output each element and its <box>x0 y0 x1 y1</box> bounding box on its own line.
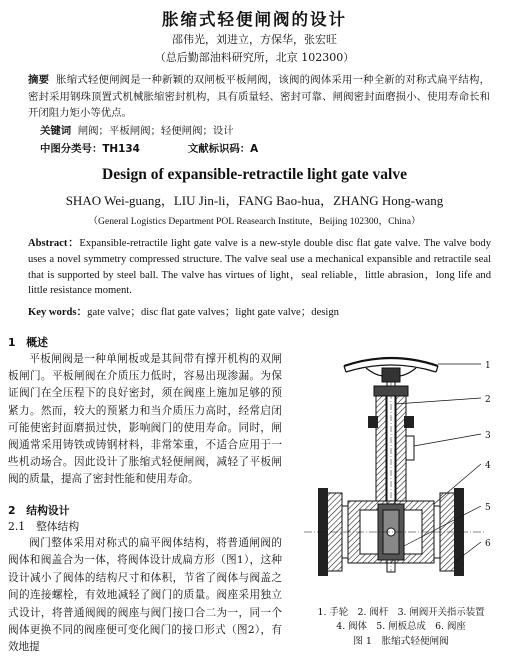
english-abstract-text: Expansible-retractile light gate valve is a new-style double disc flat gate valve. The valve body uses a novel symmetry compressed structure. The valve seal use a mechanical expansible and retractile seal that is supported by steel ball. The valve has virtues of light，seal reliable，little abrasion，long life and little resistance moment. <box>28 238 492 297</box>
figure-caption: 图 1 胀缩式轻便闸阀 <box>353 636 449 647</box>
english-title: Design of expansible-retractile light gate valve <box>102 166 407 183</box>
chinese-keywords-label: 关键词 <box>40 125 72 137</box>
english-affiliation: （General Logistics Department POL Reasearch Institute，Beijing 102300，China） <box>88 216 421 227</box>
english-keywords-text: gate valve；disc flat gate valves；light gate valve；design <box>87 307 339 318</box>
callout-4: 4 <box>485 461 491 471</box>
callout-2: 2 <box>485 395 491 405</box>
doc-code-label: 文献标识码： <box>187 143 251 155</box>
callout-3: 3 <box>485 431 491 441</box>
chinese-affiliation: （总后勤部油料研究所，北京 102300） <box>154 51 355 64</box>
english-abstract <box>28 236 491 299</box>
gate-valve-figure <box>296 346 506 602</box>
chinese-abstract-label: 摘要 <box>28 74 50 86</box>
chinese-abstract-text: 胀缩式轻便闸阀是一种新颖的双闸板平板闸阀，该阀的阀体采用一种全新的对称式扁平结构，密封采用钢珠顶置式机械胀缩密封机构，具有质量轻、密封可靠、闸阀密封面磨损小、使用寿命长和开闭阻力矩小等优点。 <box>28 74 490 119</box>
callout-6: 6 <box>485 539 491 549</box>
clc-label: 中图分类号： <box>40 143 103 155</box>
chinese-abstract <box>28 72 490 122</box>
doc-code-value: A <box>250 143 259 155</box>
english-keywords-label: Key words： <box>28 307 88 318</box>
callout-5: 5 <box>485 503 491 513</box>
classification-line <box>40 140 258 155</box>
chinese-title: 胀缩式轻便闸阀的设计 <box>162 10 347 29</box>
handwheel-drawing <box>344 358 438 382</box>
section-1-paragraph: 平板闸阀是一种单闸板或是其间带有撑开机构的双闸板闸门。平板闸阀在介质压力低时，容易出现渗漏。为保证阀门在全压程下的良好密封，须在阀座上施加足够的预紧力。然而，较大的预紧力和当介质压力高时，经常启闭可能使密封面磨损过快，影响阀门的使用寿命。同时，闸阀通常采用铸铁或铸钢材料，非常笨重，不适合应用于一些机动场合。因此设计了胀缩式轻便闸阀，减轻了平板闸阀的质量，提高了密封性能和使用寿命。 <box>8 353 282 486</box>
section-2-heading: 2 结构设计 <box>8 504 70 517</box>
figure-legend-line-1: 1. 手轮 2. 阀杆 3. 闸阀开关指示装置 <box>317 607 485 618</box>
english-keywords <box>28 304 491 319</box>
english-abstract-label: Abstract： <box>28 238 80 249</box>
chinese-keywords <box>40 122 490 137</box>
chinese-authors: 邵伟光，刘进立，方保华，张宏旺 <box>172 33 337 46</box>
callout-1: 1 <box>485 361 491 371</box>
section-2-1-paragraph: 阀门整体采用对称式的扁平阀体结构，将普通闸阀的阀体和阀盖合为一体，将阀体设计成扁方形（图1），这种设计减小了阀体的结构尺寸和体积，节省了阀体与阀盖之间的连接螺栓，有效地减轻了阀门的质量。阀座采用独立式设计，将普通阀阀的阀座与阀门接口合二为一，同一个阀体更换不同的阀座便可变化阀门的接口形式（图2），有效地提 <box>8 537 282 654</box>
figure-legend-line-2: 4. 阀体 5. 闸板总成 6. 阀座 <box>336 621 466 632</box>
english-authors: SHAO Wei-guang，LIU Jin-li，FANG Bao-hua，ZHANG Hong-wang <box>65 193 444 208</box>
chinese-keywords-text: 闸阀；平板闸阀；轻便闸阀；设计 <box>77 125 234 137</box>
section-1-heading: 1 概述 <box>8 336 48 349</box>
clc-value: TH134 <box>102 143 140 155</box>
section-2-1-heading: 2.1 整体结构 <box>8 520 80 533</box>
